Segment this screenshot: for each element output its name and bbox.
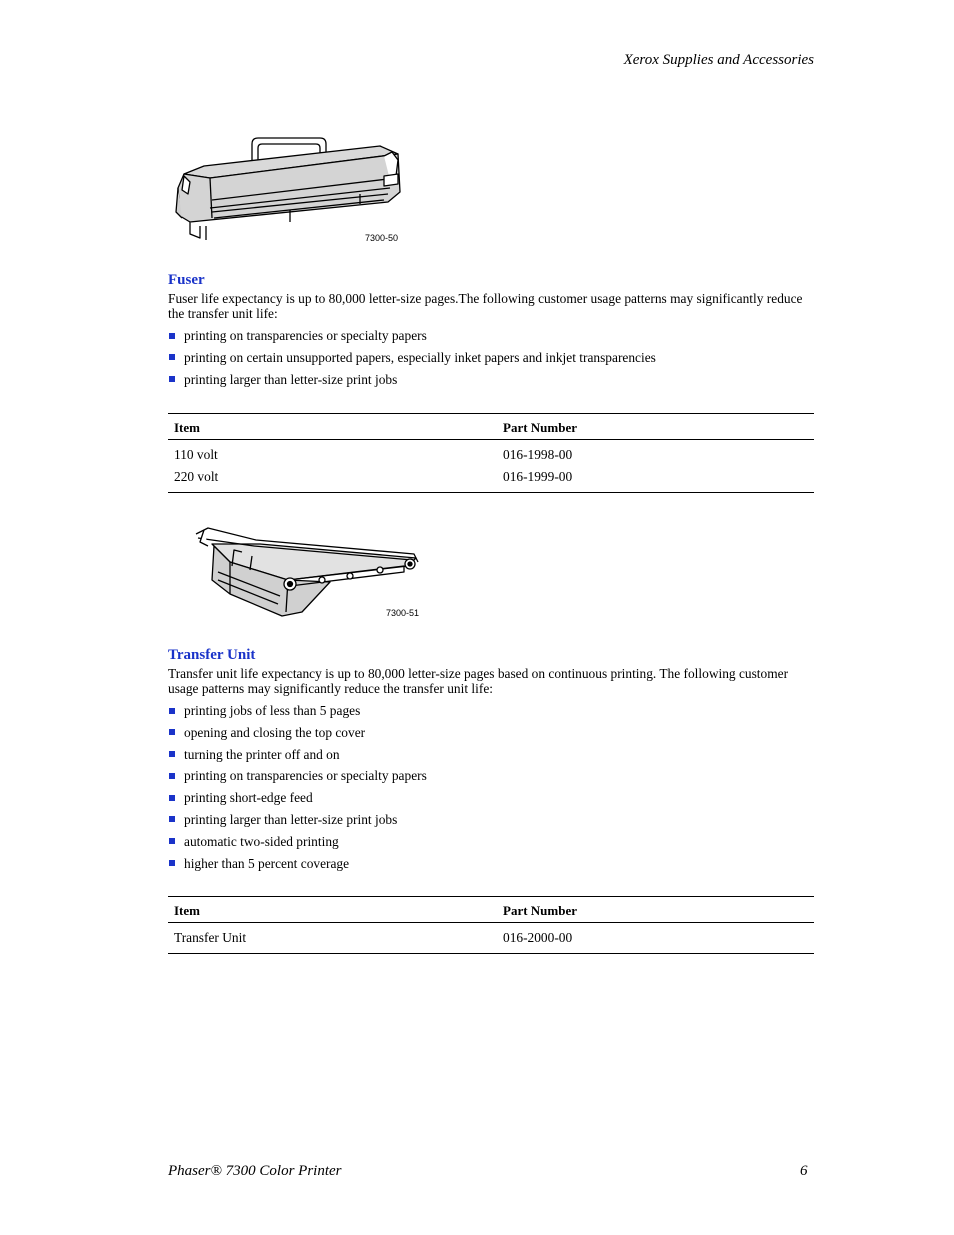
cell-part-number: 016-1999-00: [497, 466, 814, 493]
fuser-intro: Fuser life expectancy is up to 80,000 letter-size pages.The following customer usage patterns may significantly reduce the transfer unit life:: [168, 291, 803, 321]
transfer-unit-bullet-list: [168, 703, 814, 871]
column-header-part-number: Part Number: [497, 414, 814, 440]
square-bullet-icon: [169, 751, 175, 757]
square-bullet-icon: [169, 773, 175, 779]
cell-part-number: 016-2000-00: [497, 923, 814, 954]
square-bullet-icon: [169, 729, 175, 735]
square-bullet-icon: [169, 708, 175, 714]
figure-label: 7300-51: [386, 608, 420, 618]
table-row: [168, 440, 814, 467]
running-header: Xerox Supplies and Accessories: [623, 52, 814, 68]
list-item: printing on transparencies or specialty papers: [168, 768, 814, 783]
list-item: automatic two-sided printing: [168, 834, 814, 849]
list-item: turning the printer off and on: [168, 747, 814, 762]
list-item: printing short-edge feed: [168, 790, 814, 805]
list-item: opening and closing the top cover: [168, 725, 814, 740]
column-header-item: Item: [168, 414, 497, 440]
square-bullet-icon: [169, 860, 175, 866]
cell-part-number: 016-1998-00: [503, 447, 573, 462]
list-item: higher than 5 percent coverage: [168, 856, 814, 871]
square-bullet-icon: [169, 816, 175, 822]
list-item: printing larger than letter-size print jobs: [168, 812, 814, 827]
footer-product-name: Phaser® 7300 Color Printer: [168, 1163, 342, 1179]
page-number: 6: [800, 1163, 808, 1179]
section-heading-fuser: Fuser: [168, 272, 205, 288]
cell-item: 220 volt: [168, 466, 497, 493]
figure-label: 7300-50: [365, 233, 399, 243]
fuser-section: [168, 272, 814, 393]
square-bullet-icon: [169, 354, 175, 360]
fuser-illustration: [170, 130, 410, 250]
square-bullet-icon: [169, 838, 175, 844]
table-header-row: [168, 414, 814, 440]
table-row: [168, 923, 814, 954]
list-item: printing on transparencies or specialty papers: [168, 328, 814, 343]
cell-item: Transfer Unit: [168, 923, 497, 954]
square-bullet-icon: [169, 333, 175, 339]
square-bullet-icon: [169, 376, 175, 382]
transfer-unit-intro: Transfer unit life expectancy is up to 80,000 letter-size pages based on continuous printing. The following customer usage patterns may significantly reduce the transfer unit life:: [168, 666, 789, 696]
list-item: printing larger than letter-size print jobs: [168, 372, 814, 387]
column-header-part-number: Part Number: [497, 897, 814, 923]
list-item: printing on certain unsupported papers, especially inket papers and inkjet transparencies: [168, 350, 814, 365]
table-row: [168, 466, 814, 493]
transfer-unit-parts-table: [168, 896, 814, 954]
section-heading-transfer-unit: Transfer Unit: [168, 647, 256, 663]
transfer-unit-illustration: [190, 522, 430, 622]
column-header-item: Item: [168, 897, 497, 923]
fuser-drawing: [170, 130, 410, 250]
fuser-bullet-list: [168, 328, 814, 387]
list-item: printing jobs of less than 5 pages: [168, 703, 814, 718]
transfer-unit-section: [168, 647, 814, 877]
fuser-parts-table: [168, 413, 814, 493]
transfer-unit-drawing: [190, 522, 430, 622]
table-header-row: [168, 897, 814, 923]
cell-item: 110 volt: [174, 447, 218, 462]
square-bullet-icon: [169, 795, 175, 801]
